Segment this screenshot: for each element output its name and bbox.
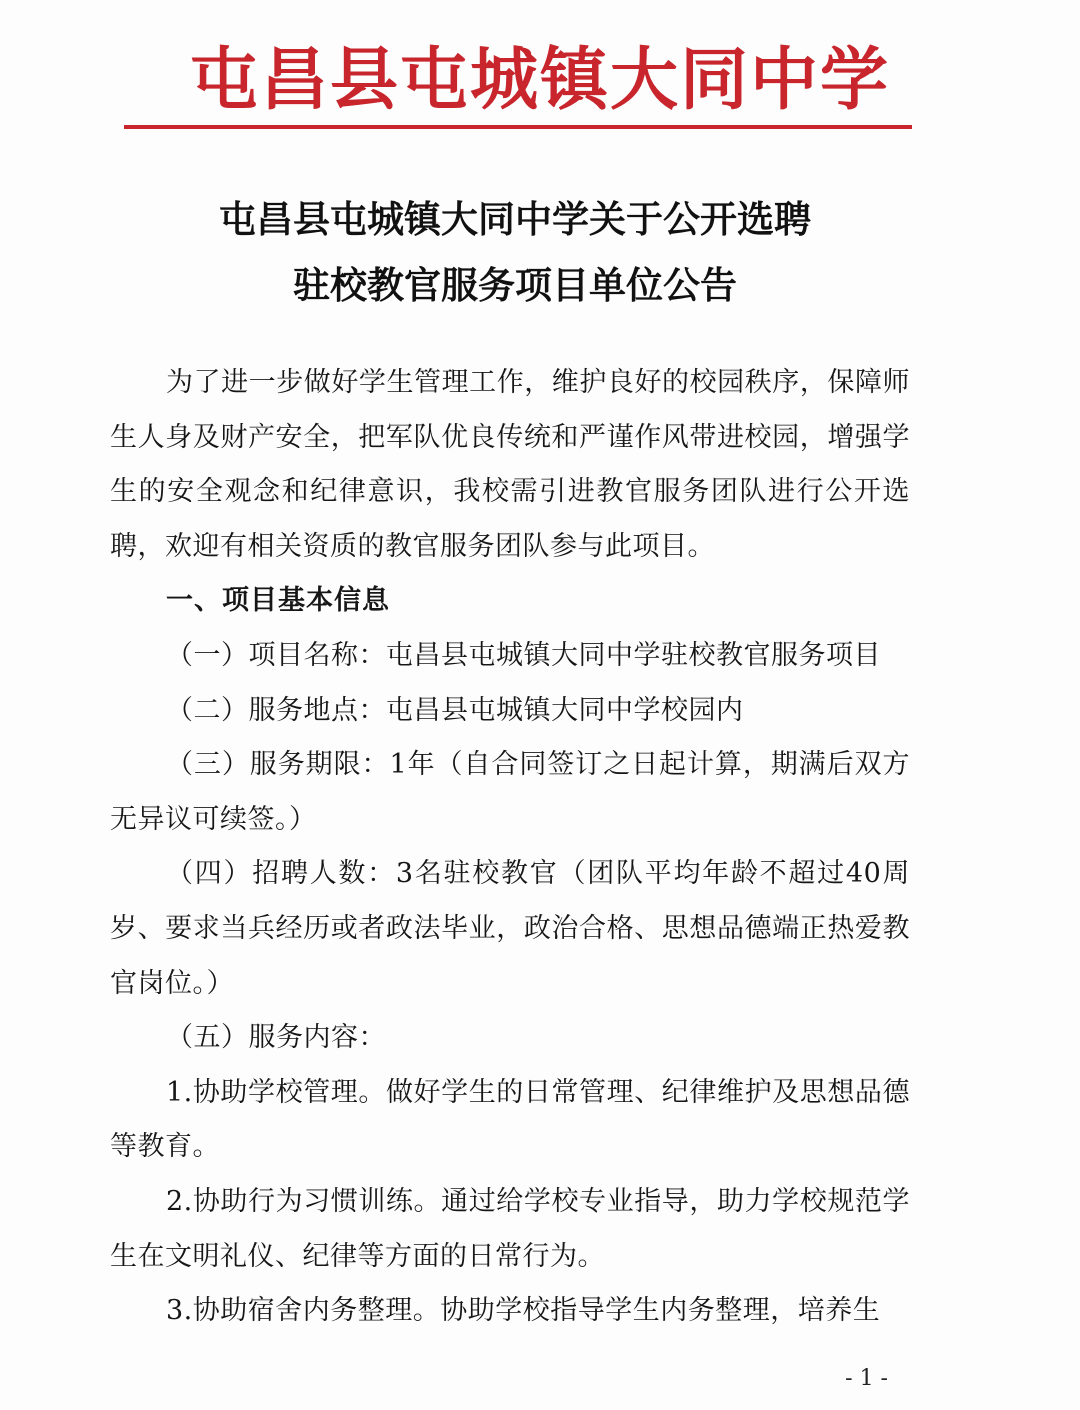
- item-recruit-count: （四）招聘人数：3名驻校教官（团队平均年龄不超过40周岁、要求当兵经历或者政法毕业，政治合格、思想品德端正热爱教官岗位。）: [110, 858, 910, 999]
- service-item-school-management: 1.协助学校管理。做好学生的日常管理、纪律维护及思想品德等教育。: [110, 1076, 910, 1163]
- item-project-name: （一）项目名称：屯昌县屯城镇大同中学驻校教官服务项目: [166, 639, 881, 671]
- item-service-content: （五）服务内容：: [166, 1022, 386, 1054]
- page-number: - 1 -: [845, 1366, 888, 1391]
- document-title: [0, 186, 1030, 318]
- service-item-dorm-tidying: 3.协助宿舍内务整理。协助学校指导学生内务整理，培养生: [166, 1295, 881, 1327]
- document-title-line-1: 屯昌县屯城镇大同中学关于公开选聘: [219, 197, 811, 241]
- section-heading-project-info: 一、项目基本信息: [166, 585, 390, 617]
- item-service-location: （二）服务地点：屯昌县屯城镇大同中学校园内: [166, 694, 744, 726]
- document-body: [110, 356, 910, 1339]
- letterhead-org-name: 屯昌县屯城镇大同中学: [189, 40, 890, 120]
- intro-paragraph: 为了进一步做好学生管理工作，维护良好的校园秩序，保障师生人身及财产安全，把军队优良传统和严谨作风带进校园，增强学生的安全观念和纪律意识，我校需引进教官服务团队进行公开选聘，欢迎有相关资质的教官服务团队参与此项目。: [110, 367, 910, 562]
- document-title-line-2: 驻校教官服务项目单位公告: [293, 263, 737, 307]
- item-service-period: （三）服务期限：1年（自合同签订之日起计算，期满后双方无异议可续签。）: [110, 749, 910, 835]
- service-item-habit-training: 2.协助行为习惯训练。通过给学校专业指导，助力学校规范学生在文明礼仪、纪律等方面的日常行为。: [110, 1185, 910, 1272]
- letterhead-red-rule: [124, 125, 912, 129]
